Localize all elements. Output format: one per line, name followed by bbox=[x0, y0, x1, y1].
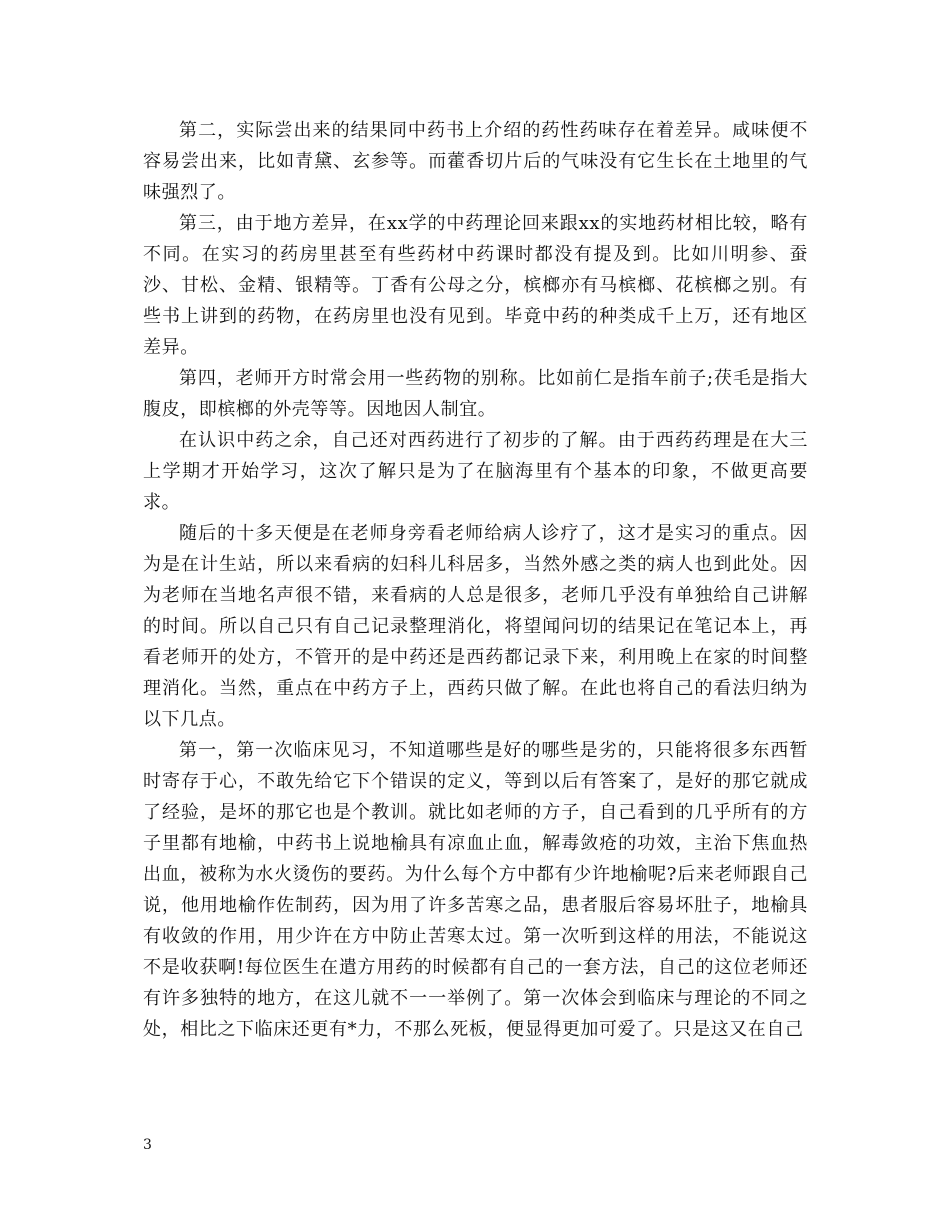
paragraph-fourth-point: 第四，老师开方时常会用一些药物的别称。比如前仁是指车前子;茯毛是指大腹皮，即槟榔的外壳等等。因地因人制宜。 bbox=[143, 368, 808, 420]
paragraph-third-point: 第三，由于地方差异，在xx学的中药理论回来跟xx的实地药材相比较，略有不同。在实习的药房里甚至有些药材中药课时都没有提及到。比如川明参、蚕沙、甘松、金精、银精等。丁香有公母之分，槟榔亦有马槟榔、花槟榔之别。有些书上讲到的药物，在药房里也没有见到。毕竟中药的种类成千上万，还有地区差异。 bbox=[143, 213, 808, 358]
paragraph-second-point: 第二，实际尝出来的结果同中药书上介绍的药性药味存在着差异。咸味便不容易尝出来，比如青黛、玄参等。而藿香切片后的气味没有它生长在土地里的气味强烈了。 bbox=[143, 120, 808, 203]
paragraph-clinical-observation: 随后的十多天便是在老师身旁看老师给病人诊疗了，这才是实习的重点。因为是在计生站，所以来看病的妇科儿科居多，当然外感之类的病人也到此处。因为老师在当地名声很不错，来看病的人总是很多，老师几乎没有单独给自己讲解的时间。所以自己只有自己记录整理消化，将望闻问切的结果记在笔记本上，再看老师开的处方，不管开的是中药还是西药都记录下来，利用晚上在家的时间整理消化。当然，重点在中药方子上，西药只做了解。在此也将自己的看法归纳为以下几点。 bbox=[143, 523, 808, 730]
paragraph-first-clinical-point: 第一，第一次临床见习，不知道哪些是好的哪些是劣的，只能将很多东西暂时寄存于心，不敢先给它下个错误的定义，等到以后有答案了，是好的那它就成了经验，是坏的那它也是个教训。就比如老师的方子，自己看到的几乎所有的方子里都有地榆，中药书上说地榆具有凉血止血，解毒敛疮的功效，主治下焦血热出血，被称为水火烫伤的要药。为什么每个方中都有少许地榆呢?后来老师跟自己说，他用地榆作佐制药，因为用了许多苦寒之品，患者服后容易坏肚子，地榆具有收敛的作用，用少许在方中防止苦寒太过。第一次听到这样的用法，不能说这不是收获啊!每位医生在遣方用药的时候都有自己的一套方法，自己的这位老师还有许多独特的地方，在这儿就不一一举例了。第一次体会到临床与理论的不同之处，相比之下临床还更有*力，不那么死板，便显得更加可爱了。只是这又在自己 bbox=[143, 740, 808, 1040]
paragraph-western-medicine: 在认识中药之余，自己还对西药进行了初步的了解。由于西药药理是在大三上学期才开始学习，这次了解只是为了在脑海里有个基本的印象，不做更高要求。 bbox=[143, 430, 808, 513]
document-body bbox=[143, 115, 808, 1045]
page-number: 3 bbox=[143, 1137, 152, 1153]
